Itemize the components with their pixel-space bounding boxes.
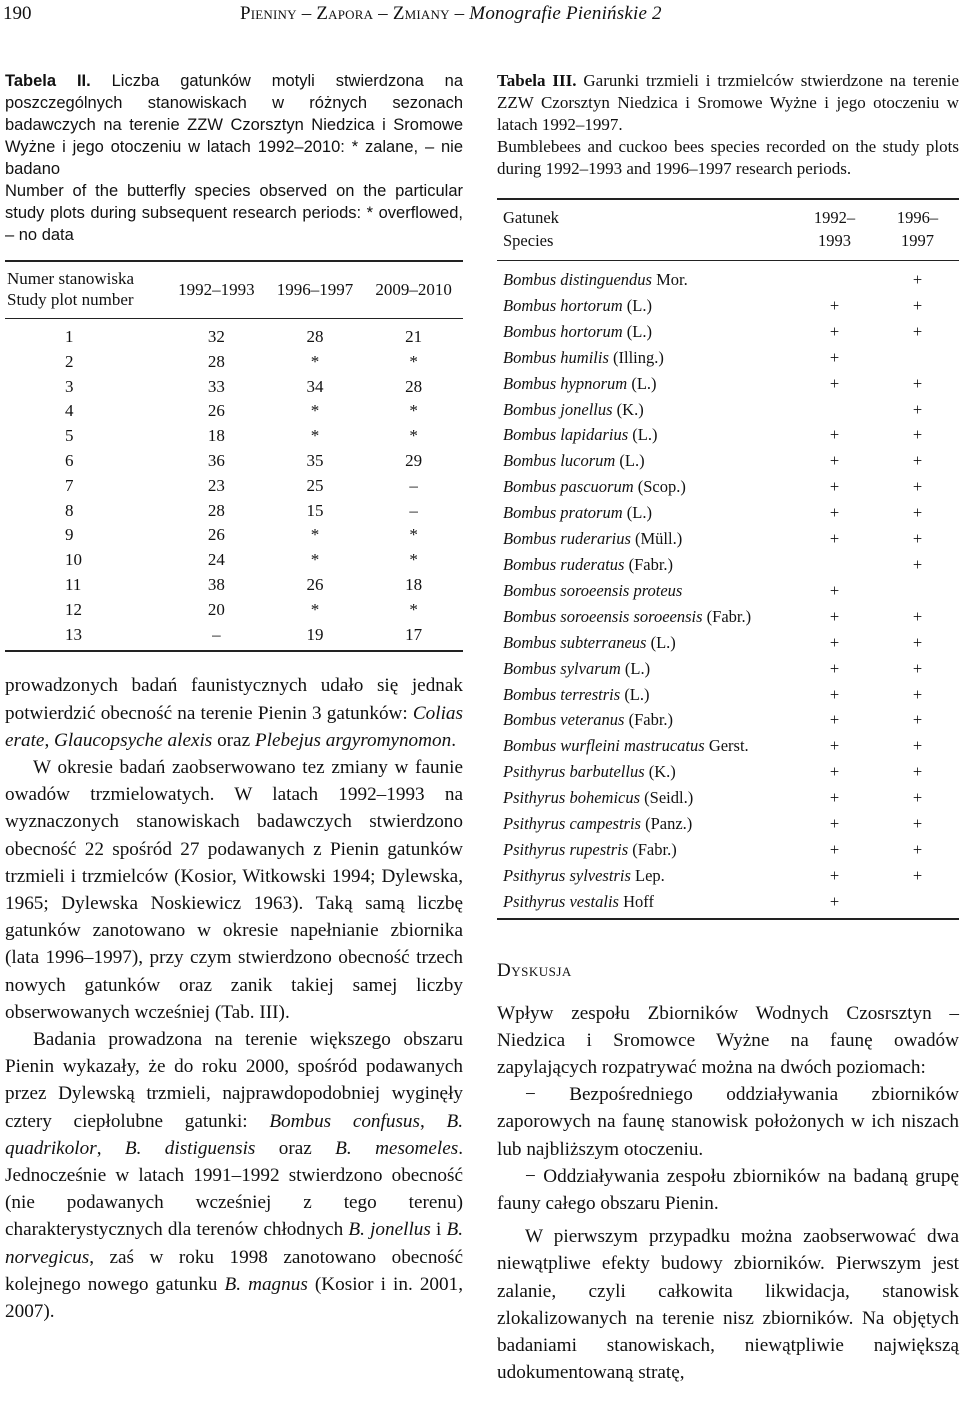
table2-head-plot-pl: Numer stanowiska xyxy=(7,269,135,288)
table2-count-cell: 19 xyxy=(306,624,324,644)
species-name: Bombus hortorum xyxy=(503,295,623,315)
table2-caption-pl-text: Liczba gatunków motyli stwierdzona na poszczególnych stanowiskach w różnych sezonach badawczych na terenie ZZW Czorsztyn Niedzica i Sromowe Wyżne i jego otoczeniu w latach 1992–2010: * zalane, – nie badano xyxy=(5,72,463,178)
series-part-b: Zapora xyxy=(316,3,374,24)
species-name: Psithyrus bohemicus xyxy=(503,788,641,808)
right-column xyxy=(497,70,959,1387)
series-sep-1: – xyxy=(301,3,312,24)
table3-row xyxy=(497,759,959,785)
table3-species-cell xyxy=(497,371,793,397)
table3-presence-cell: + xyxy=(829,425,840,445)
table3-presence-cell: + xyxy=(912,321,923,341)
species-author: (K.) xyxy=(612,399,644,419)
table3-species-cell xyxy=(497,526,793,552)
table2-count-cell: 33 xyxy=(207,376,225,396)
table3-head-period-2 xyxy=(876,199,959,261)
text-run: , zaś w roku 1998 zanotowano obecność kolejnego nowego gatunku xyxy=(5,1246,463,1295)
table2-count-cell: 26 xyxy=(207,525,225,545)
species-name: Bombus subterraneus xyxy=(503,632,647,652)
table3-head-period-2-line1: 1996– xyxy=(896,208,939,227)
text-run: oraz xyxy=(255,1137,336,1159)
table2-count-cell: 20 xyxy=(207,599,225,619)
table3-species-cell xyxy=(497,345,793,371)
table2-count-cell: * xyxy=(409,599,418,619)
table3-presence-cell: + xyxy=(912,373,923,393)
table2-count-cell: – xyxy=(212,624,221,644)
table3-presence-cell: + xyxy=(912,451,923,471)
table2-plot-number: 5 xyxy=(65,426,74,446)
species-name: Bombus ruderatus xyxy=(503,554,625,574)
table3-presence-cell: + xyxy=(912,554,923,574)
table2-row xyxy=(5,523,463,548)
table3-presence-cell: + xyxy=(829,814,840,834)
table3-head-period-2-line2: 1997 xyxy=(901,231,934,250)
table3-species-cell xyxy=(497,261,793,293)
species-name: Bombus soroeensis proteus xyxy=(503,580,683,600)
species-name: Psithyrus sylvestris xyxy=(503,865,631,885)
species-author: (L.) xyxy=(622,503,652,523)
table3-species-cell xyxy=(497,474,793,500)
table2-plot-number: 11 xyxy=(65,574,82,594)
table3-species-cell xyxy=(497,785,793,811)
species-name: Bombus pascuorum xyxy=(503,477,634,497)
running-header xyxy=(0,0,960,36)
table2-count-cell: * xyxy=(310,351,320,371)
table3-caption-en: Bumblebees and cuckoo bees species recorded on the study plots during 1992–1993 and 1996–1997 research periods. xyxy=(497,137,959,178)
text-run: , xyxy=(44,729,55,751)
table3-presence-cell xyxy=(876,889,959,919)
table2-plot-number: 13 xyxy=(65,624,82,644)
series-sep-2: – xyxy=(378,3,388,24)
table3-presence-cell: + xyxy=(829,839,840,859)
table2-plot-number: 2 xyxy=(65,351,74,371)
table2-count-cell: * xyxy=(409,351,418,371)
table3-species-cell xyxy=(497,293,793,319)
table2-plot-number: 8 xyxy=(65,500,74,520)
table3-species-cell xyxy=(497,448,793,474)
species-author: Mor. xyxy=(651,270,688,289)
text-run: (Kosior i in. 2001, 2007). xyxy=(5,1273,464,1323)
table3-presence-cell xyxy=(876,578,959,604)
table2-plot-number: 4 xyxy=(65,401,74,421)
right-body-text xyxy=(497,1000,959,1387)
table2-label: Tabela II. xyxy=(5,72,91,90)
table3-label: Tabela III. xyxy=(497,71,577,90)
table3-row xyxy=(497,526,959,552)
table3-presence-cell: + xyxy=(829,658,840,678)
table2-plot-number: 9 xyxy=(65,525,74,545)
table3-species-cell xyxy=(497,604,793,630)
table3-species-cell xyxy=(497,759,793,785)
table2-count-cell: 26 xyxy=(207,401,225,421)
table3-presence-cell: + xyxy=(912,295,923,315)
table3-presence-cell: + xyxy=(829,891,840,911)
table3-row xyxy=(497,785,959,811)
table2-row xyxy=(5,499,463,524)
table3-presence-cell xyxy=(876,345,959,371)
series-part-d: Monografie Pienińskie 2 xyxy=(469,3,662,24)
species-name: Bombus jonellus xyxy=(503,399,613,419)
text-run: Badania prowadzona na terenie większego obszaru Pienin wykazały, że do roku 2000, spośród podawanych przez Dylewską trzmieli, najprawdopodobniej wyginęły cztery ciepłolubne gatunki: xyxy=(5,1029,463,1132)
right-paragraph-3: − Oddziaływania zespołu zbiorników na badaną grupę fauny całego obszaru Pienin. xyxy=(497,1165,959,1215)
section-title-dyskusja: Dyskusja xyxy=(497,959,572,981)
species-author: (Fabr.) xyxy=(624,710,674,730)
species-name: Bombus terrestris xyxy=(503,684,621,704)
table2-plot-number: 1 xyxy=(65,327,74,346)
table3-presence-cell: + xyxy=(912,529,923,549)
right-paragraph-2: − Bezpośredniego oddziaływania zbiorników zaporowych na faunę stanowisk położonych w ich niszach lub najbliższym otoczeniu. xyxy=(497,1084,959,1160)
table2-plot-number: 12 xyxy=(65,599,82,619)
table3-row xyxy=(497,397,959,423)
table3-presence-cell: + xyxy=(829,477,840,497)
table3-row xyxy=(497,345,959,371)
table2-plot-number: 6 xyxy=(65,450,74,470)
species-name: Bombus humilis xyxy=(503,347,609,367)
table3-head-period-1-line2: 1993 xyxy=(818,231,851,250)
table2-count-cell: 26 xyxy=(306,574,324,594)
species-author: (L.) xyxy=(622,321,652,341)
species-name: Bombus pratorum xyxy=(503,503,623,523)
species-name: Bombus hypnorum xyxy=(503,373,628,393)
species-name: Plebejus argyromynomon xyxy=(254,729,452,751)
table2-row xyxy=(5,623,463,652)
table2-count-cell: 18 xyxy=(405,574,423,594)
species-author: (L.) xyxy=(620,684,650,704)
table3-presence-cell: + xyxy=(829,865,840,885)
table2-count-cell: 18 xyxy=(207,426,225,446)
left-column xyxy=(5,70,463,1325)
table3-species-cell xyxy=(497,863,793,889)
table3-row xyxy=(497,293,959,319)
species-author: (Panz.) xyxy=(640,814,693,834)
table2-plot-number: 7 xyxy=(65,475,74,495)
species-name: Bombus distinguendus xyxy=(503,270,652,289)
table2-head-period-3: 2009–2010 xyxy=(375,279,452,299)
table3-presence-cell: + xyxy=(829,373,840,393)
table3-row xyxy=(497,889,959,919)
species-author: (L.) xyxy=(628,425,658,445)
species-author: (K.) xyxy=(644,762,676,782)
table3-presence-cell: + xyxy=(912,865,923,885)
species-name: B. distiguensis xyxy=(124,1137,256,1159)
species-name: B. magnus xyxy=(224,1273,308,1295)
species-author: (Fabr.) xyxy=(624,554,674,574)
table3-presence-cell: + xyxy=(829,451,840,471)
table3 xyxy=(497,198,959,920)
table3-head-period-1-line1: 1992– xyxy=(813,208,856,227)
species-author: (L.) xyxy=(622,295,652,315)
table3-presence-cell: + xyxy=(912,684,923,704)
table2-count-cell: 21 xyxy=(405,327,423,346)
text-run: oraz xyxy=(212,729,255,751)
species-author: (Fabr.) xyxy=(702,606,752,626)
table2-plot-number: 3 xyxy=(65,376,74,396)
species-name: Psithyrus campestris xyxy=(503,814,641,834)
table2-head-plot-en: Study plot number xyxy=(7,290,134,309)
table2-count-cell: 36 xyxy=(207,450,225,470)
table3-row xyxy=(497,371,959,397)
series-part-c: Zmiany xyxy=(392,3,450,24)
table2-count-cell: 32 xyxy=(207,327,225,346)
table3-body xyxy=(497,261,959,919)
table2-count-cell: * xyxy=(409,550,418,570)
table2-count-cell: – xyxy=(409,500,418,520)
species-name: B. norvegicus xyxy=(5,1219,463,1268)
table3-presence-cell: + xyxy=(912,270,923,289)
table3-presence-cell: + xyxy=(829,347,840,367)
table2-row xyxy=(5,319,463,350)
table2-head-plot xyxy=(5,261,167,319)
table2-header-row xyxy=(5,261,463,319)
species-author: Gerst. xyxy=(704,736,749,756)
right-paragraph-4: W pierwszym przypadku można zaobserwować dwa niewątpliwe efekty budowy zbiorników. Pierwszym jest zalanie, czyli całkowita likwidacja, stanowisk zlokalizowanych na terenie nisz zbiorników. Na objętych badaniami stanowiskach, niewątpliwie największą udokumentowaną stratę, xyxy=(497,1226,959,1384)
table2-row xyxy=(5,598,463,623)
table3-caption-pl-text: Garunki trzmieli i trzmielców stwierdzone na terenie ZZW Czorsztyn Niedzica i Sromowe Wyżne i jego otoczeniu w latach 1992–1997. xyxy=(497,71,959,134)
table3-species-cell xyxy=(497,889,793,919)
table2-head-period-2: 1996–1997 xyxy=(276,279,354,299)
page-number: 190 xyxy=(3,3,32,24)
species-name: Bombus confusus xyxy=(269,1110,420,1132)
table2-row xyxy=(5,449,463,474)
left-paragraph-2: W okresie badań zaobserwowano tez zmiany w faunie owadów trzmielowatych. W latach 1992–1993 na wyznaczonych stanowiskach badawczych stwierdzono obecność 22 spośród 27 podawanych z Pienin gatunków trzmieli i trzmielców (Kosior, Witkowski 1994; Dylewska, 1965; Dylewska Noskiewicz 1963). Taką samą liczbę gatunków zanotowano w okresie napełnianie zbiornika (lata 1996–1997), przy czym stwierdzono obecność trzech nowych gatunków oraz zanik takiej samej liczby obserwowanych wcześniej (Tab. III). xyxy=(5,756,463,1023)
table3-presence-cell: + xyxy=(912,814,923,834)
table3-presence-cell: + xyxy=(829,529,840,549)
table2-count-cell: * xyxy=(310,525,320,545)
table3-species-cell xyxy=(497,733,793,759)
species-author: (L.) xyxy=(615,451,645,471)
right-paragraph-1: Wpływ zespołu Zbiorników Wodnych Czosrsztyn – Niedzica i Sromowce Wyżne na faunę owadów zapylających rozpatrywać można na dwóch poziomach: xyxy=(497,1002,959,1079)
table3-presence-cell: + xyxy=(912,425,923,445)
table3-row xyxy=(497,604,959,630)
table2-row xyxy=(5,375,463,400)
table3-row xyxy=(497,552,959,578)
table3-row xyxy=(497,448,959,474)
table3-presence-cell: + xyxy=(912,736,923,756)
species-author: Lep. xyxy=(630,865,665,885)
table3-species-cell xyxy=(497,578,793,604)
table2-count-cell: 38 xyxy=(207,574,225,594)
table3-row xyxy=(497,656,959,682)
table3-row xyxy=(497,474,959,500)
species-name: Bombus lucorum xyxy=(503,451,616,471)
table3-species-cell xyxy=(497,500,793,526)
table3-presence-cell: + xyxy=(829,710,840,730)
table3-presence-cell: + xyxy=(912,503,923,523)
species-author: (Müll.) xyxy=(630,529,683,549)
table3-row xyxy=(497,261,959,293)
series-part-a: Pieniny xyxy=(240,3,297,24)
series-sep-3: – xyxy=(454,3,465,24)
table2-body xyxy=(5,319,463,652)
table3-row xyxy=(497,733,959,759)
species-name: Glaucopsyche alexis xyxy=(54,729,213,751)
series-title xyxy=(240,2,662,26)
table2-count-cell: * xyxy=(310,401,320,421)
table3-head-species-en: Species xyxy=(503,231,554,250)
table3-row xyxy=(497,837,959,863)
species-name: Bombus wurfleini mastrucatus xyxy=(503,736,705,756)
species-name: Colias erate xyxy=(5,702,463,751)
table2-count-cell: – xyxy=(409,475,418,495)
text-run: , xyxy=(96,1137,125,1159)
species-author: (Illing.) xyxy=(608,347,664,367)
species-name: Bombus sylvarum xyxy=(503,658,621,678)
table2-count-cell: 28 xyxy=(306,327,324,346)
table2-count-cell: 29 xyxy=(405,450,423,470)
species-name: Bombus veteranus xyxy=(503,710,625,730)
table2-count-cell: * xyxy=(409,426,418,446)
table3-presence-cell: + xyxy=(829,580,840,600)
table2-count-cell: * xyxy=(409,525,418,545)
left-paragraph-3 xyxy=(5,1026,463,1325)
table2-plot-number: 10 xyxy=(65,550,82,570)
table2-row xyxy=(5,474,463,499)
table3-row xyxy=(497,500,959,526)
table2-count-cell: 25 xyxy=(306,475,324,495)
table3-species-cell xyxy=(497,630,793,656)
table2-count-cell: 28 xyxy=(207,351,225,371)
table3-species-cell xyxy=(497,422,793,448)
table3-presence-cell: + xyxy=(912,606,923,626)
species-author: (L.) xyxy=(627,373,657,393)
species-author: Hoff xyxy=(618,891,654,911)
table3-row xyxy=(497,682,959,708)
table2-count-cell: 23 xyxy=(207,475,225,495)
table3-presence-cell: + xyxy=(829,321,840,341)
table3-row xyxy=(497,578,959,604)
table2-caption-pl xyxy=(5,70,463,180)
table2-count-cell: * xyxy=(409,401,418,421)
species-name: B. jonellus xyxy=(348,1219,431,1241)
table3-presence-cell: + xyxy=(829,632,840,652)
text-run: . Jednocześnie w latach 1991–1992 stwierdzono obecność (nie podawanych wcześniej z tego terenu) charakterystycznych dla terenów chłodnych xyxy=(5,1137,463,1241)
table2-count-cell: * xyxy=(310,426,320,446)
table2-caption-en: Number of the butterfly species observed on the particular study plots during subsequent research periods: * overflowed, – no data xyxy=(5,182,463,244)
text-run: . xyxy=(451,729,456,751)
table2-count-cell: 28 xyxy=(207,500,225,520)
table2-row xyxy=(5,573,463,598)
table2-count-cell: 15 xyxy=(306,500,324,520)
species-name: B. quadrikolor xyxy=(5,1110,463,1159)
table3-species-cell xyxy=(497,811,793,837)
species-name: Bombus soroeensis soroeensis xyxy=(503,606,703,626)
table2-head-period-1: 1992–1993 xyxy=(178,279,255,299)
table3-presence-cell: + xyxy=(912,710,923,730)
table3-presence-cell: + xyxy=(912,477,923,497)
table3-head-species-pl: Gatunek xyxy=(503,208,559,227)
table2-count-cell: 34 xyxy=(306,376,324,396)
table3-presence-cell: + xyxy=(829,295,840,315)
species-author: (Fabr.) xyxy=(628,839,677,859)
table2-count-cell: * xyxy=(310,599,320,619)
table3-caption-pl xyxy=(497,70,959,136)
table3-presence-cell: + xyxy=(829,736,840,756)
text-run: , xyxy=(419,1110,447,1132)
table2-row xyxy=(5,424,463,449)
species-name: B. mesomeles xyxy=(335,1137,459,1159)
table3-row xyxy=(497,319,959,345)
table2-row xyxy=(5,548,463,573)
table3-row xyxy=(497,630,959,656)
table3-row xyxy=(497,811,959,837)
table3-species-cell xyxy=(497,397,793,423)
table3-presence-cell: + xyxy=(829,788,840,808)
table3-presence-cell xyxy=(793,552,876,578)
species-author: (L.) xyxy=(620,658,651,678)
table3-presence-cell xyxy=(793,261,876,293)
table3-presence-cell: + xyxy=(912,632,923,652)
table3-species-cell xyxy=(497,656,793,682)
species-name: Psithyrus barbutellus xyxy=(503,762,645,782)
species-author: (Seidl.) xyxy=(640,788,694,808)
table2-row xyxy=(5,399,463,424)
species-name: Bombus lapidarius xyxy=(503,425,629,445)
table2-row xyxy=(5,350,463,375)
table3-species-cell xyxy=(497,682,793,708)
table2-caption xyxy=(5,70,463,246)
table3-presence-cell: + xyxy=(829,606,840,626)
species-name: Bombus ruderarius xyxy=(503,529,631,549)
table3-row xyxy=(497,863,959,889)
table3-species-cell xyxy=(497,837,793,863)
table3-presence-cell: + xyxy=(912,762,923,782)
table3-header-row xyxy=(497,199,959,261)
table3-presence-cell: + xyxy=(829,762,840,782)
table3-presence-cell: + xyxy=(829,684,840,704)
table2-count-cell: 17 xyxy=(405,624,423,644)
table3-row xyxy=(497,422,959,448)
table3-species-cell xyxy=(497,707,793,733)
table3-species-cell xyxy=(497,319,793,345)
table2-count-cell: 28 xyxy=(405,376,423,396)
table3-head-species xyxy=(497,199,793,261)
table3-presence-cell: + xyxy=(912,399,923,419)
table3-presence-cell xyxy=(793,397,876,423)
species-author: (Scop.) xyxy=(633,477,686,497)
text-run: prowadzonych badań faunistycznych udało się jednak potwierdzić obecność na terenie Pienin 3 gatunków: xyxy=(5,675,463,724)
table3-row xyxy=(497,707,959,733)
species-name: Psithyrus vestalis xyxy=(503,891,619,911)
species-name: Bombus hortorum xyxy=(503,321,623,341)
table3-species-cell xyxy=(497,552,793,578)
table3-presence-cell: + xyxy=(912,788,923,808)
text-run: i xyxy=(430,1219,447,1241)
species-author: (L.) xyxy=(646,632,676,652)
left-paragraph-1 xyxy=(5,672,463,754)
table2-count-cell: 35 xyxy=(306,450,324,470)
left-body-text xyxy=(5,672,463,1325)
table3-presence-cell: + xyxy=(829,503,840,523)
table2-count-cell: * xyxy=(310,550,320,570)
table3-presence-cell: + xyxy=(912,658,923,678)
table3-presence-cell: + xyxy=(912,839,923,859)
table2 xyxy=(5,260,463,652)
table3-head-period-1 xyxy=(793,199,876,261)
species-name: Psithyrus rupestris xyxy=(503,839,629,859)
table3-caption xyxy=(497,70,959,180)
table2-count-cell: 24 xyxy=(207,550,225,570)
